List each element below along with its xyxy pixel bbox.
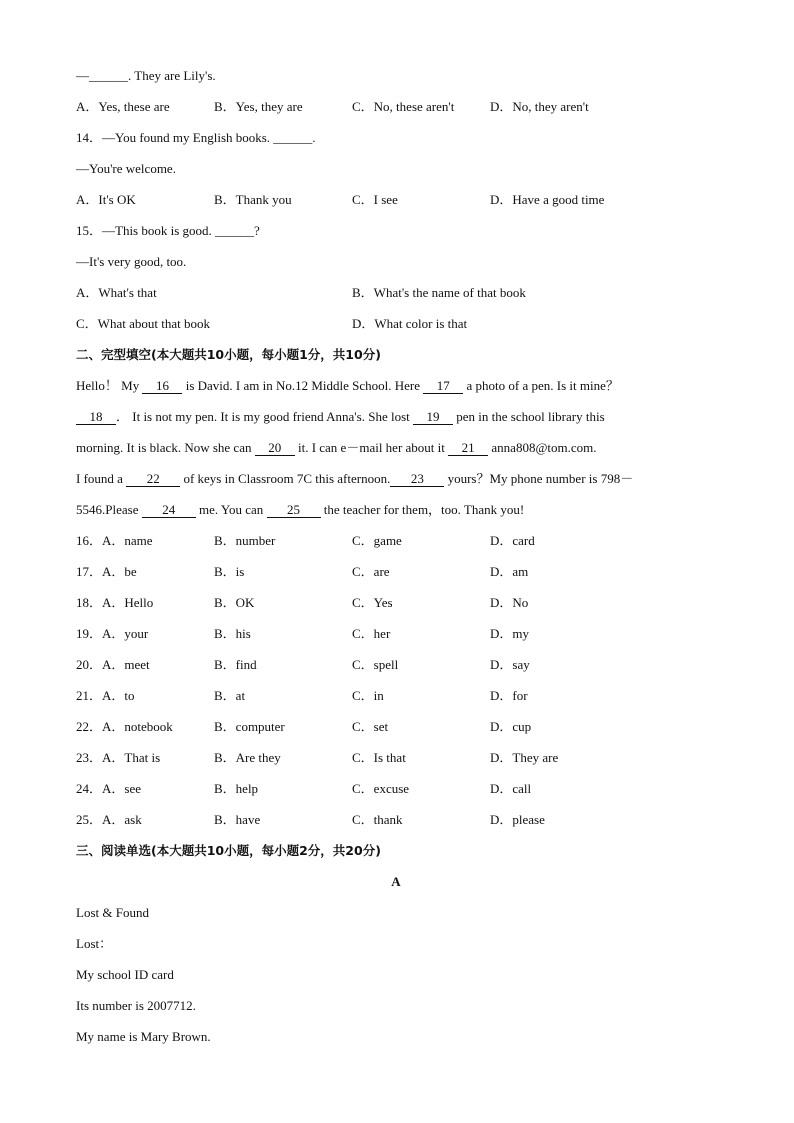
reading-line-4: Its number is 2007712. bbox=[76, 998, 196, 1013]
q19-option-a[interactable] bbox=[76, 618, 148, 649]
part-a-heading: A bbox=[391, 874, 401, 889]
section2-title: 二、完型填空(本大题共10小题，每小题1分，共10分) bbox=[76, 347, 381, 362]
q22-option-b[interactable]: B．computer bbox=[214, 719, 285, 734]
question-number: 21． bbox=[76, 688, 103, 703]
option-text: A．ask bbox=[102, 812, 142, 827]
option-text: A．Hello bbox=[102, 595, 154, 610]
q24-option-c[interactable]: C．excuse bbox=[352, 781, 410, 796]
passage-text: me. You can bbox=[195, 502, 267, 517]
question-row bbox=[76, 804, 716, 835]
passage-text: a photo of a pen. Is it mine？ bbox=[463, 378, 619, 393]
q23-option-c[interactable]: C．Is that bbox=[352, 750, 406, 765]
blank-25[interactable]: 25 bbox=[267, 503, 321, 518]
q15-option-c[interactable]: C．What about that book bbox=[76, 316, 210, 331]
q24-option-b[interactable]: B．help bbox=[214, 781, 259, 796]
q14-option-c[interactable]: C．I see bbox=[352, 192, 398, 207]
q19-option-d[interactable]: D．my bbox=[490, 626, 530, 641]
q16-option-c[interactable]: C．game bbox=[352, 533, 402, 548]
option-text: A．see bbox=[102, 781, 142, 796]
blank-17[interactable]: 17 bbox=[423, 379, 463, 394]
option-text: A．your bbox=[102, 626, 149, 641]
q15-stem: 15．—This book is good. ______? bbox=[76, 223, 260, 238]
question-row bbox=[76, 649, 716, 680]
q20-option-d[interactable]: D．say bbox=[490, 657, 530, 672]
blank-16[interactable]: 16 bbox=[142, 379, 182, 394]
question-row bbox=[76, 525, 716, 556]
reading-line-1: Lost & Found bbox=[76, 905, 149, 920]
q13-option-b[interactable]: B．Yes, they are bbox=[214, 99, 303, 114]
question-number: 22． bbox=[76, 719, 103, 734]
q20-option-a[interactable] bbox=[76, 649, 150, 680]
passage-line-3 bbox=[76, 432, 716, 463]
q21-option-b[interactable]: B．at bbox=[214, 688, 246, 703]
q14-options bbox=[76, 184, 716, 215]
q18-option-c[interactable]: C．Yes bbox=[352, 595, 393, 610]
q25-option-d[interactable]: D．please bbox=[490, 812, 545, 827]
passage-text: it. I can e－mail her about it bbox=[294, 440, 449, 455]
q17-option-d[interactable]: D．am bbox=[490, 564, 529, 579]
q16-option-a[interactable] bbox=[76, 525, 153, 556]
q14-option-b[interactable]: B．Thank you bbox=[214, 192, 292, 207]
q19-option-c[interactable]: C．her bbox=[352, 626, 391, 641]
q15-options-row1 bbox=[76, 277, 716, 308]
passage-text: of keys in Classroom 7C this afternoon. bbox=[180, 471, 391, 486]
q14-option-d[interactable]: D．Have a good time bbox=[490, 192, 605, 207]
q13-options bbox=[76, 91, 716, 122]
q22-option-d[interactable]: D．cup bbox=[490, 719, 532, 734]
option-text: A．name bbox=[102, 533, 153, 548]
q15-reply: —It's very good, too. bbox=[76, 254, 187, 269]
reading-line-3: My school ID card bbox=[76, 967, 174, 982]
blank-19[interactable]: 19 bbox=[413, 410, 453, 425]
q23-option-b[interactable]: B．Are they bbox=[214, 750, 281, 765]
passage-text: yours？My phone number is 798－ bbox=[444, 471, 634, 486]
blank-20[interactable]: 20 bbox=[255, 441, 295, 456]
passage-text: morning. It is black. Now she can bbox=[76, 440, 255, 455]
question-row bbox=[76, 618, 716, 649]
passage-line-2 bbox=[76, 401, 716, 432]
q17-option-a[interactable] bbox=[76, 556, 137, 587]
q17-option-c[interactable]: C．are bbox=[352, 564, 390, 579]
q23-option-d[interactable]: D．They are bbox=[490, 750, 559, 765]
q15-option-b[interactable]: B．What's the name of that book bbox=[352, 285, 526, 300]
passage-text: Hello！ My bbox=[76, 378, 143, 393]
blank-18[interactable]: 18 bbox=[76, 410, 116, 425]
option-text: A．meet bbox=[102, 657, 150, 672]
q15-options-row2 bbox=[76, 308, 716, 339]
q22-option-a[interactable] bbox=[76, 711, 173, 742]
q13-option-a[interactable]: A．Yes, these are bbox=[76, 99, 170, 114]
question-number: 18． bbox=[76, 595, 103, 610]
q25-option-c[interactable]: C．thank bbox=[352, 812, 403, 827]
passage-text: 5546.Please bbox=[76, 502, 142, 517]
question-number: 25． bbox=[76, 812, 103, 827]
passage-line-1 bbox=[76, 370, 716, 401]
passage-line-5 bbox=[76, 494, 716, 525]
q21-option-d[interactable]: D．for bbox=[490, 688, 528, 703]
option-text: A．notebook bbox=[102, 719, 173, 734]
q20-option-c[interactable]: C．spell bbox=[352, 657, 399, 672]
question-number: 20． bbox=[76, 657, 103, 672]
q18-option-d[interactable]: D．No bbox=[490, 595, 529, 610]
q18-option-a[interactable] bbox=[76, 587, 153, 618]
option-text: A．That is bbox=[102, 750, 161, 765]
q24-option-a[interactable] bbox=[76, 773, 141, 804]
passage-text: anna808@tom.com. bbox=[488, 440, 597, 455]
blank-24[interactable]: 24 bbox=[142, 503, 196, 518]
question-number: 24． bbox=[76, 781, 103, 796]
q25-option-b[interactable]: B．have bbox=[214, 812, 261, 827]
section3-title: 三、阅读单选(本大题共10小题，每小题2分，共20分) bbox=[76, 843, 381, 858]
question-row bbox=[76, 556, 716, 587]
passage-line-4 bbox=[76, 463, 716, 494]
q21-option-c[interactable]: C．in bbox=[352, 688, 384, 703]
q13-option-c[interactable]: C．No, these aren't bbox=[352, 99, 455, 114]
question-number: 16． bbox=[76, 533, 103, 548]
q19-option-b[interactable]: B．his bbox=[214, 626, 251, 641]
passage-text: I found a bbox=[76, 471, 127, 486]
q17-option-b[interactable]: B．is bbox=[214, 564, 245, 579]
q14-reply: —You're welcome. bbox=[76, 161, 176, 176]
blank-22[interactable]: 22 bbox=[126, 472, 180, 487]
q15-option-d[interactable]: D．What color is that bbox=[352, 316, 468, 331]
passage-text: pen in the school library this bbox=[453, 409, 605, 424]
q13-answer-line bbox=[76, 60, 716, 91]
exam-page bbox=[76, 60, 716, 1052]
question-row bbox=[76, 680, 716, 711]
question-number: 17． bbox=[76, 564, 103, 579]
blank-23[interactable]: 23 bbox=[390, 472, 444, 487]
q13-stem-text: . They are Lily's. bbox=[128, 68, 216, 83]
q15-option-a[interactable]: A．What's that bbox=[76, 285, 157, 300]
q16-option-d[interactable]: D．card bbox=[490, 533, 535, 548]
reading-line-5: My name is Mary Brown. bbox=[76, 1029, 211, 1044]
q24-option-d[interactable]: D．call bbox=[490, 781, 532, 796]
q14-option-a[interactable]: A．It's OK bbox=[76, 192, 136, 207]
passage-text: ． It is not my pen. It is my good friend Anna's. She lost bbox=[116, 409, 413, 424]
q23-option-a[interactable] bbox=[76, 742, 160, 773]
q22-option-c[interactable]: C．set bbox=[352, 719, 389, 734]
q20-option-b[interactable]: B．find bbox=[214, 657, 257, 672]
q16-option-b[interactable]: B．number bbox=[214, 533, 276, 548]
passage-text: the teacher for them，too. Thank you! bbox=[320, 502, 525, 517]
q13-option-d[interactable]: D．No, they aren't bbox=[490, 99, 589, 114]
question-row bbox=[76, 742, 716, 773]
option-text: A．to bbox=[102, 688, 135, 703]
q21-option-a[interactable] bbox=[76, 680, 135, 711]
q13-blank: ______ bbox=[89, 68, 128, 83]
q18-option-b[interactable]: B．OK bbox=[214, 595, 255, 610]
q13-dash: — bbox=[76, 68, 89, 83]
reading-line-2: Lost： bbox=[76, 936, 113, 951]
option-text: A．be bbox=[102, 564, 137, 579]
cloze-question-list bbox=[76, 525, 716, 835]
passage-text: is David. I am in No.12 Middle School. Here bbox=[182, 378, 424, 393]
question-row bbox=[76, 773, 716, 804]
blank-21[interactable]: 21 bbox=[448, 441, 488, 456]
q25-option-a[interactable] bbox=[76, 804, 142, 835]
question-number: 19． bbox=[76, 626, 103, 641]
question-row bbox=[76, 711, 716, 742]
question-row bbox=[76, 587, 716, 618]
q14-stem: 14．—You found my English books. ______. bbox=[76, 130, 316, 145]
question-number: 23． bbox=[76, 750, 103, 765]
